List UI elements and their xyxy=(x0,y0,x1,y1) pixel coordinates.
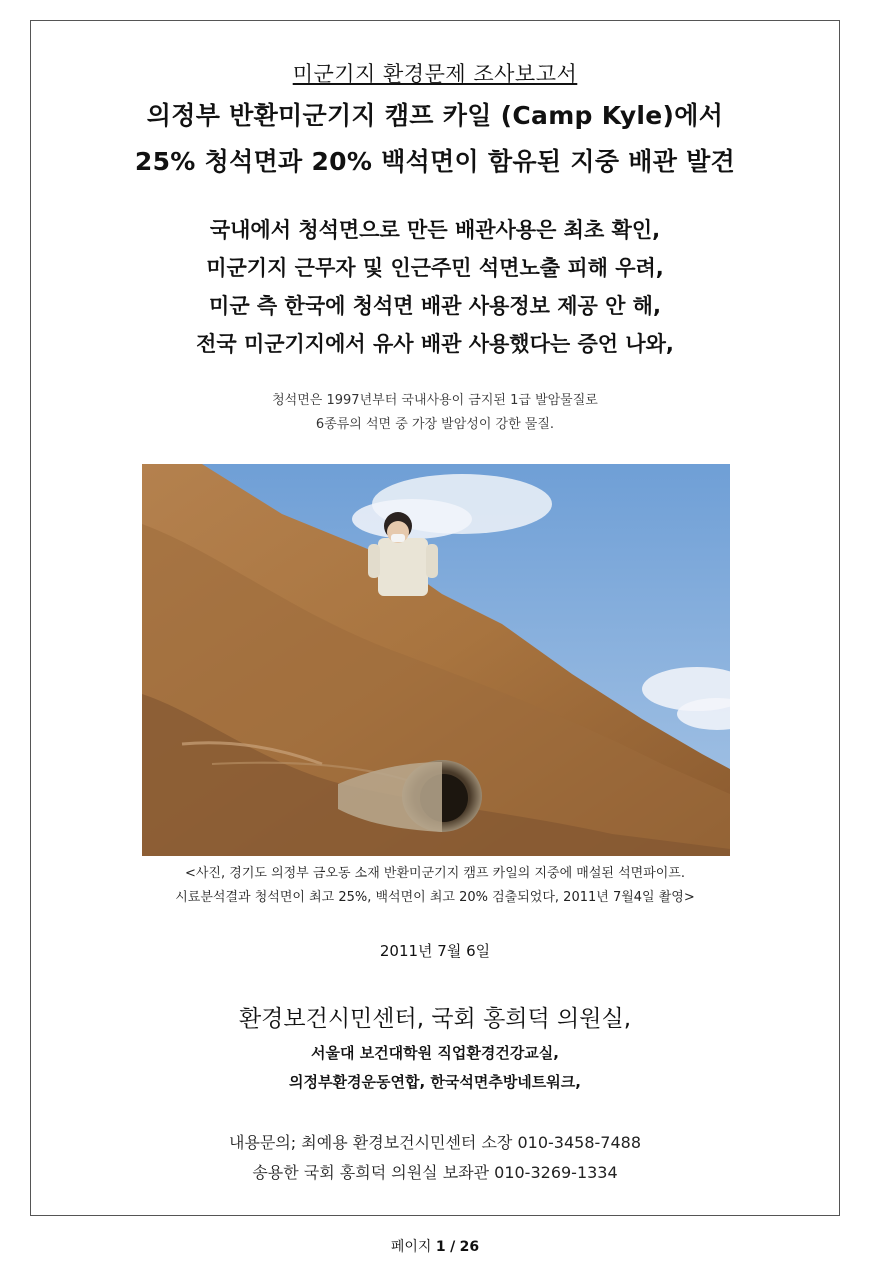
organization-line-1: 서울대 보건대학원 직업환경건강교실, xyxy=(311,1044,559,1062)
page-footer xyxy=(30,1236,840,1256)
subheadline-2: 미군기지 근무자 및 인근주민 석면노출 피해 우려, xyxy=(206,256,664,280)
footer-page-total: 26 xyxy=(459,1239,480,1255)
site-photo xyxy=(142,464,730,856)
footer-separator: / xyxy=(450,1239,456,1255)
organizations-main: 환경보건시민센터, 국회 홍희덕 의원실, xyxy=(238,1006,632,1032)
subheadline-1: 국내에서 청석면으로 만든 배관사용은 최초 확인, xyxy=(209,218,661,242)
photo-caption-line-1: <사진, 경기도 의정부 금오동 소재 반환미군기지 캠프 카일의 지중에 매설된 석면파이프. xyxy=(184,866,685,881)
headline-line-1: 의정부 반환미군기지 캠프 카일 (Camp Kyle)에서 xyxy=(146,101,724,130)
subheadline-4: 전국 미군기지에서 유사 배관 사용했다는 증언 나와, xyxy=(196,332,674,356)
contact-line-1: 내용문의; 최예용 환경보건시민센터 소장 010-3458-7488 xyxy=(228,1133,641,1152)
footer-page-label: 페이지 xyxy=(390,1239,432,1255)
photo-caption-line-2: 시료분석결과 청석면이 최고 25%, 백석면이 최고 20% 검출되었다, 2011년 7월4일 촬영> xyxy=(175,890,695,905)
footer-page-number: 1 xyxy=(435,1239,446,1255)
publication-date: 2011년 7월 6일 xyxy=(379,942,491,960)
headline-line-2: 25% 청석면과 20% 백석면이 함유된 지중 배관 발견 xyxy=(134,147,736,176)
subheadline-3: 미군 측 한국에 청석면 배관 사용정보 제공 안 해, xyxy=(209,294,661,318)
note-line-2: 6종류의 석면 중 가장 발암성이 강한 물질. xyxy=(315,417,555,432)
contact-line-2: 송용한 국회 홍희덕 의원실 보좌관 010-3269-1334 xyxy=(252,1163,618,1182)
organization-line-2: 의정부환경운동연합, 한국석면추방네트워크, xyxy=(289,1073,581,1091)
note-line-1: 청석면은 1997년부터 국내사용이 금지된 1급 발암물질로 xyxy=(272,393,598,408)
document-type-title: 미군기지 환경문제 조사보고서 xyxy=(292,62,578,86)
